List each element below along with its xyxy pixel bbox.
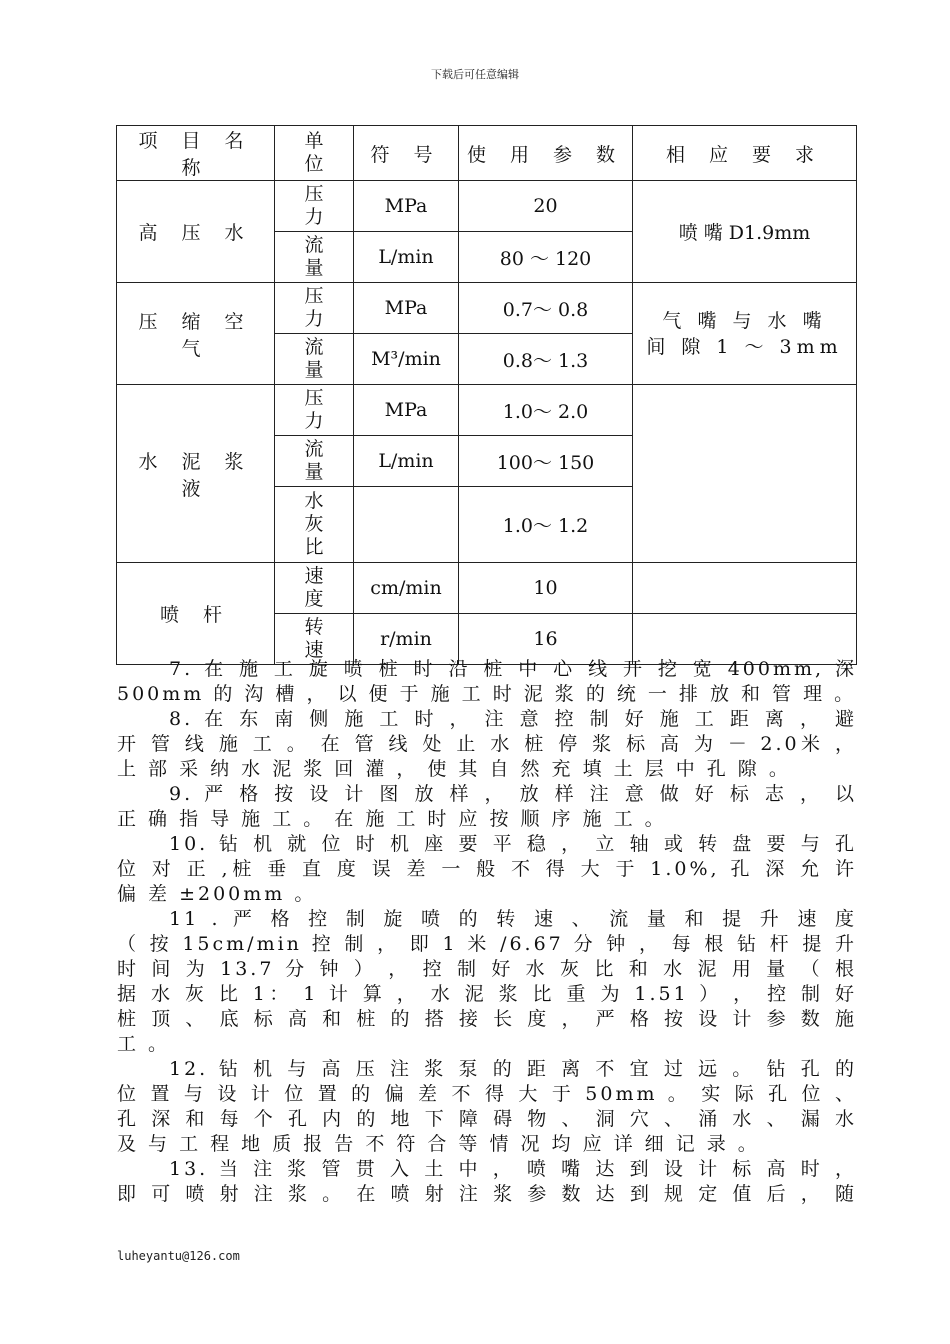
symbol-cell: M³/min [354, 334, 459, 385]
paragraph-9-line: 正 确 指 导 施 工 。 在 施 工 时 应 按 顺 序 施 工 。 [117, 808, 667, 830]
header-symbol: 符 号 [354, 126, 459, 181]
table-header-row [117, 126, 857, 181]
footer-email: luheyantu@126.com [117, 1249, 240, 1263]
unit-cell: 速 度 [275, 563, 354, 614]
paragraph-10-line: 10. 钻 机 就 位 时 机 座 要 平 稳 ， 立 轴 或 转 盘 要 与 孔 [169, 833, 857, 855]
group-name-cement-slurry: 水 泥 浆 液 [117, 385, 275, 563]
paragraph-11-line: 桩 顶 、 底 标 高 和 桩 的 搭 接 长 度 ， 严 格 按 设 计 参 数 施 [117, 1008, 857, 1030]
symbol-cell: MPa [354, 385, 459, 436]
paragraph-8-line: 上 部 采 纳 水 泥 浆 回 灌 ， 使 其 自 然 充 填 土 层 中 孔 隙 。 [117, 758, 791, 780]
table-row [117, 385, 857, 436]
symbol-cell: L/min [354, 436, 459, 487]
value-cell: 10 [459, 563, 633, 614]
unit-cell: 转 速 [275, 614, 354, 665]
paragraph-11-line: 工 。 [117, 1033, 171, 1055]
unit-cell: 压 力 [275, 385, 354, 436]
value-cell: 1.0～ 2.0 [459, 385, 633, 436]
symbol-cell: MPa [354, 181, 459, 232]
paragraph-9-line: 9. 严 格 按 设 计 图 放 样 ， 放 样 注 意 做 好 标 志 ， 以 [169, 783, 857, 805]
paragraph-10-line: 位 对 正 ,桩 垂 直 度 误 差 一 般 不 得 大 于 1.0%, 孔 深 允 许 [117, 858, 857, 880]
symbol-cell: cm/min [354, 563, 459, 614]
paragraph-8-line: 8. 在 东 南 侧 施 工 时 ， 注 意 控 制 好 施 工 距 离 ， 避 [169, 708, 857, 730]
paragraph-13-line: 即 可 喷 射 注 浆 。 在 喷 射 注 浆 参 数 达 到 规 定 值 后 ， 随 [117, 1183, 857, 1205]
requirement-cell [633, 385, 857, 563]
paragraph-10-line: 偏 差 ±200mm 。 [117, 883, 317, 905]
paragraph-7-line: 7. 在 施 工 旋 喷 桩 时 沿 桩 中 心 线 开 挖 宽 400mm, 深 [169, 658, 857, 680]
value-cell: 0.8～ 1.3 [459, 334, 633, 385]
paragraph-11-line: （ 按 15cm/min 控 制 ， 即 1 米 /6.67 分 钟 ， 每 根 钻 杆 提 升 [117, 933, 857, 955]
paragraph-12-line: 12. 钻 机 与 高 压 注 浆 泵 的 距 离 不 宜 过 远 。 钻 孔 的 [169, 1058, 857, 1080]
paragraph-11-line: 据 水 灰 比 1： 1 计 算 ， 水 泥 浆 比 重 为 1.51 ） ， 控 制 好 [117, 983, 857, 1005]
parameter-table [116, 125, 857, 665]
paragraph-13-line: 13. 当 注 浆 管 贯 入 土 中 ， 喷 嘴 达 到 设 计 标 高 时 ， [169, 1158, 857, 1180]
header-unit: 单 位 [275, 126, 354, 181]
body-text [117, 657, 857, 1207]
table-row [117, 181, 857, 232]
group-name-high-pressure-water: 高 压 水 [117, 181, 275, 283]
paragraph-11-line: 11 . 严 格 控 制 旋 喷 的 转 速 、 流 量 和 提 升 速 度 [169, 908, 857, 930]
unit-cell: 压 力 [275, 283, 354, 334]
value-cell: 16 [459, 614, 633, 665]
paragraph-12-line: 位 置 与 设 计 位 置 的 偏 差 不 得 大 于 50mm 。 实 际 孔 位 、 [117, 1083, 857, 1105]
requirement-cell: 喷 嘴 D1.9mm [633, 181, 857, 283]
paragraph-7-line: 500mm 的 沟 槽 ， 以 便 于 施 工 时 泥 浆 的 统 一 排 放 和 管 理 。 [117, 683, 857, 705]
paragraph-11-line: 时 间 为 13.7 分 钟 ） ， 控 制 好 水 灰 比 和 水 泥 用 量 （ 根 [117, 958, 857, 980]
unit-cell: 压 力 [275, 181, 354, 232]
group-name-compressed-air: 压 缩 空 气 [117, 283, 275, 385]
unit-cell: 流 量 [275, 436, 354, 487]
value-cell: 100～ 150 [459, 436, 633, 487]
group-name-spray-rod: 喷 杆 [117, 563, 275, 665]
table-row [117, 283, 857, 334]
requirement-cell: 气 嘴 与 水 嘴 间 隙 1 ～ 3mm [633, 283, 857, 385]
requirement-cell [633, 563, 857, 614]
symbol-cell: L/min [354, 232, 459, 283]
value-cell: 20 [459, 181, 633, 232]
unit-cell: 流 量 [275, 334, 354, 385]
symbol-cell [354, 487, 459, 563]
header-item-name: 项 目 名 称 [117, 126, 275, 181]
symbol-cell: r/min [354, 614, 459, 665]
value-cell: 1.0～ 1.2 [459, 487, 633, 563]
unit-cell: 水 灰 比 [275, 487, 354, 563]
unit-cell: 流 量 [275, 232, 354, 283]
value-cell: 80 ～ 120 [459, 232, 633, 283]
paragraph-12-line: 孔 深 和 每 个 孔 内 的 地 下 障 碍 物 、 洞 穴 、 涌 水 、 漏 水 [117, 1108, 857, 1130]
paragraph-12-line: 及 与 工 程 地 质 报 告 不 符 合 等 情 况 均 应 详 细 记 录 。 [117, 1133, 760, 1155]
value-cell: 0.7～ 0.8 [459, 283, 633, 334]
header-requirement: 相 应 要 求 [633, 126, 857, 181]
paragraph-8-line: 开 管 线 施 工 。 在 管 线 处 止 水 桩 停 浆 标 高 为 － 2.0米 ， [117, 733, 857, 755]
header-value: 使 用 参 数 [459, 126, 633, 181]
page-header-note: 下载后可任意编辑 [431, 68, 519, 81]
table-row [117, 563, 857, 614]
symbol-cell: MPa [354, 283, 459, 334]
